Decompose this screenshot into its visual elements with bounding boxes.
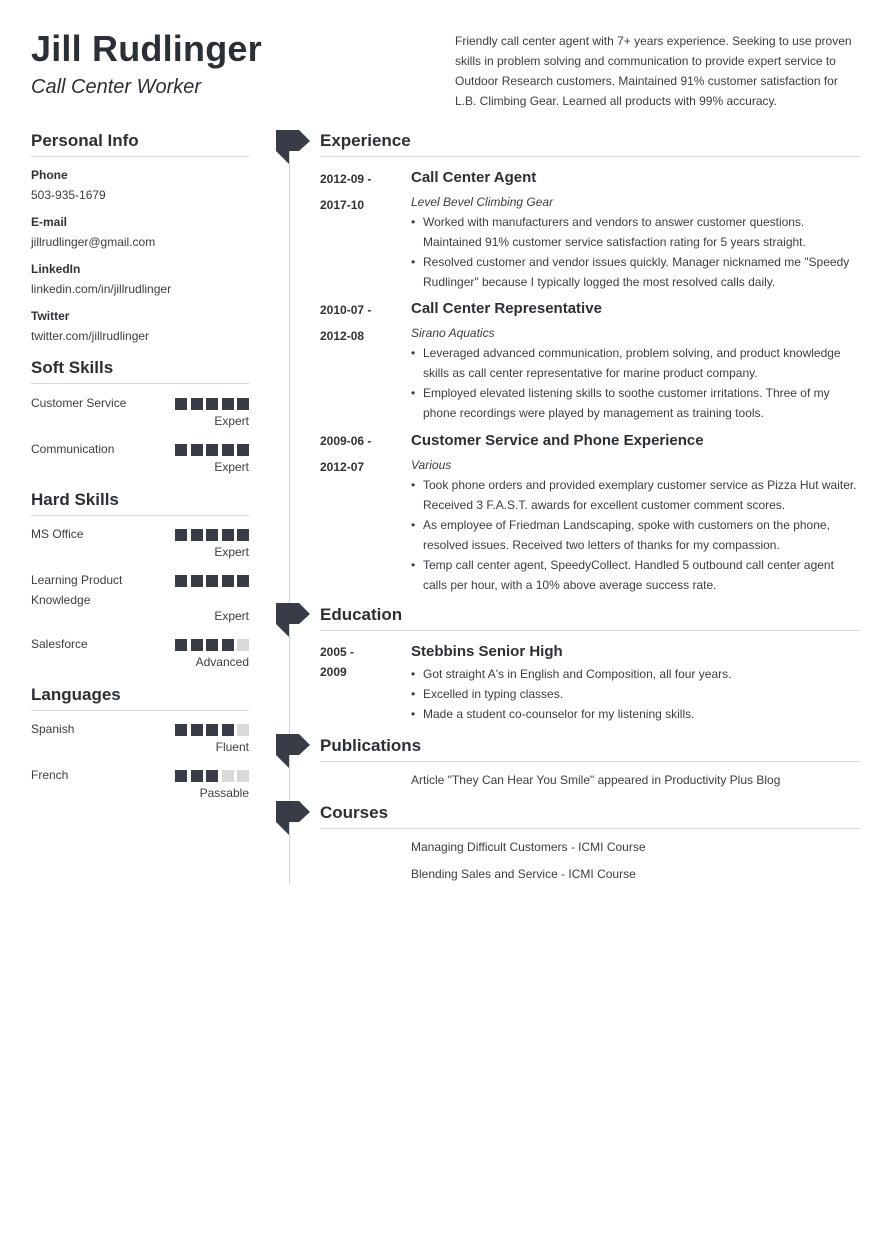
- company: Level Bevel Climbing Gear: [411, 195, 554, 209]
- language-name: Spanish: [31, 722, 75, 736]
- education-dates: [320, 642, 400, 682]
- job-dates: [320, 431, 400, 477]
- linkedin-label: LinkedIn: [31, 262, 81, 276]
- publications-heading: Publications: [320, 736, 860, 762]
- skill-level: Expert: [214, 609, 249, 623]
- job-entry-title: Call Center Agent: [411, 169, 537, 186]
- rating-square-filled: [237, 575, 249, 587]
- section-flag-icon: [276, 734, 310, 768]
- rating-square-filled: [206, 398, 218, 410]
- skill-level: Advanced: [195, 655, 249, 669]
- summary: Friendly call center agent with 7+ years experience. Seeking to use proven skills in problem solving and communication to provide expert service to Outdoor Research customers. Maintained 91% customer satisfaction for L.B. Climbing Gear. Learned all products with 99% accuracy.: [455, 34, 852, 108]
- date-end: 2012-07: [320, 460, 365, 474]
- rating-square-filled: [175, 575, 187, 587]
- rating-square-filled: [206, 770, 218, 782]
- bullet-list: [411, 343, 861, 423]
- skill-rating: [175, 639, 249, 651]
- section-flag-icon: [276, 801, 310, 835]
- left-column: [31, 0, 249, 820]
- bullet-item: • Resolved customer and vendor issues quickly. Manager nicknamed me "Speedy Rudlinger" because I typically logged the most resolved calls daily.: [411, 252, 861, 292]
- email-label: E-mail: [31, 215, 68, 229]
- skill-row: [31, 393, 249, 433]
- job-entry: [411, 431, 861, 595]
- bullet-item: • Excelled in typing classes.: [411, 684, 861, 704]
- skill-name: Customer Service: [31, 396, 127, 410]
- skill-row: [31, 634, 249, 674]
- rating-square-filled: [175, 444, 187, 456]
- date-start: 2010-07 -: [320, 303, 372, 317]
- job-entry-title: Customer Service and Phone Experience: [411, 432, 704, 449]
- twitter-value: twitter.com/jillrudlinger: [31, 329, 150, 343]
- skill-rating: [175, 398, 249, 410]
- skill-level: Expert: [214, 460, 249, 474]
- school-name: Stebbins Senior High: [411, 643, 563, 660]
- bullet-item: • Temp call center agent, SpeedyCollect. Handled 5 outbound call center agent calls per hour, with a 10% above average success rate.: [411, 555, 861, 595]
- skill-rating: [175, 575, 249, 587]
- skill-level: Expert: [214, 414, 249, 428]
- job-title: Call Center Worker: [31, 76, 202, 98]
- rating-square-empty: [237, 639, 249, 651]
- rating-square-filled: [206, 529, 218, 541]
- language-row: [31, 765, 249, 805]
- education-heading: Education: [320, 605, 860, 631]
- rating-square-filled: [191, 575, 203, 587]
- phone-label: Phone: [31, 168, 68, 182]
- company: Various: [411, 458, 452, 472]
- job-entry-title: Call Center Representative: [411, 300, 602, 317]
- rating-square-empty: [237, 770, 249, 782]
- phone-value: 503-935-1679: [31, 188, 106, 202]
- language-rating: [175, 770, 249, 782]
- twitter-label: Twitter: [31, 309, 70, 323]
- timeline-line: [289, 150, 290, 884]
- course-item: Blending Sales and Service - ICMI Course: [411, 867, 636, 881]
- linkedin-value: linkedin.com/in/jillrudlinger: [31, 282, 172, 296]
- publication-item: Article "They Can Hear You Smile" appeared in Productivity Plus Blog: [411, 773, 781, 787]
- rating-square-filled: [222, 444, 234, 456]
- rating-square-filled: [206, 639, 218, 651]
- skill-name: Salesforce: [31, 637, 88, 651]
- rating-square-filled: [237, 529, 249, 541]
- bullet-item: • Employed elevated listening skills to soothe customer irritations. Three of my phone recordings were played by management as training tools.: [411, 383, 861, 423]
- date-start: 2005 -: [320, 645, 355, 659]
- rating-square-filled: [222, 529, 234, 541]
- skill-row: [31, 439, 249, 479]
- skill-name: Learning Product Knowledge: [31, 573, 123, 607]
- rating-square-filled: [175, 529, 187, 541]
- rating-square-filled: [175, 639, 187, 651]
- date-start: 2009-06 -: [320, 434, 372, 448]
- resume-name: Jill Rudlinger: [31, 28, 262, 69]
- bullet-item: • Worked with manufacturers and vendors to answer customer questions. Maintained 91% customer service satisfaction rating for 5 years straight.: [411, 212, 861, 252]
- rating-square-filled: [222, 724, 234, 736]
- soft-skills-heading: Soft Skills: [31, 358, 249, 384]
- rating-square-filled: [175, 770, 187, 782]
- rating-square-filled: [191, 639, 203, 651]
- rating-square-filled: [191, 529, 203, 541]
- rating-square-filled: [175, 398, 187, 410]
- education-entry: [411, 642, 861, 724]
- language-rating: [175, 724, 249, 736]
- rating-square-filled: [206, 724, 218, 736]
- rating-square-filled: [175, 724, 187, 736]
- email-value: jillrudlinger@gmail.com: [31, 235, 156, 249]
- bullet-item: • Took phone orders and provided exemplary customer service as Pizza Hut waiter. Received 3 F.A.S.T. awards for excellent customer comment scores.: [411, 475, 861, 515]
- languages-heading: Languages: [31, 685, 249, 711]
- skill-rating: [175, 529, 249, 541]
- rating-square-filled: [222, 639, 234, 651]
- rating-square-filled: [191, 444, 203, 456]
- bullet-list: [411, 664, 861, 724]
- hard-skills-heading: Hard Skills: [31, 490, 249, 516]
- skill-name: MS Office: [31, 527, 84, 541]
- bullet-list: [411, 212, 861, 292]
- rating-square-empty: [222, 770, 234, 782]
- language-row: [31, 719, 249, 759]
- bullet-item: • Got straight A's in English and Composition, all four years.: [411, 664, 861, 684]
- rating-square-filled: [191, 398, 203, 410]
- courses-heading: Courses: [320, 803, 860, 829]
- bullet-item: • Leveraged advanced communication, problem solving, and product knowledge skills as call center representative for marine product company.: [411, 343, 861, 383]
- language-level: Fluent: [215, 740, 249, 754]
- rating-square-filled: [191, 724, 203, 736]
- date-end: 2009: [320, 665, 347, 679]
- bullet-item: • As employee of Friedman Landscaping, spoke with customers on the phone, resolved issues. Received two letters of thanks for my compassion.: [411, 515, 861, 555]
- rating-square-empty: [237, 724, 249, 736]
- job-dates: [320, 300, 400, 346]
- section-flag-icon: [276, 603, 310, 637]
- job-dates: [320, 169, 400, 215]
- personal-info-heading: Personal Info: [31, 131, 249, 157]
- rating-square-filled: [222, 398, 234, 410]
- language-name: French: [31, 768, 69, 782]
- bullet-list: [411, 475, 861, 595]
- company: Sirano Aquatics: [411, 326, 495, 340]
- skill-rating: [175, 444, 249, 456]
- job-entry: [411, 299, 861, 423]
- job-entry: [411, 168, 861, 292]
- skill-name: Communication: [31, 442, 115, 456]
- date-end: 2017-10: [320, 198, 365, 212]
- course-item: Managing Difficult Customers - ICMI Course: [411, 840, 646, 854]
- skill-row: [31, 524, 249, 564]
- date-end: 2012-08: [320, 329, 365, 343]
- language-level: Passable: [199, 786, 249, 800]
- rating-square-filled: [237, 398, 249, 410]
- date-start: 2012-09 -: [320, 172, 372, 186]
- rating-square-filled: [222, 575, 234, 587]
- rating-square-filled: [237, 444, 249, 456]
- experience-heading: Experience: [320, 131, 860, 157]
- bullet-item: • Made a student co-counselor for my listening skills.: [411, 704, 861, 724]
- rating-square-filled: [206, 444, 218, 456]
- rating-square-filled: [206, 575, 218, 587]
- rating-square-filled: [191, 770, 203, 782]
- skill-level: Expert: [214, 545, 249, 559]
- section-flag-icon: [276, 130, 310, 164]
- skill-row: [31, 570, 249, 630]
